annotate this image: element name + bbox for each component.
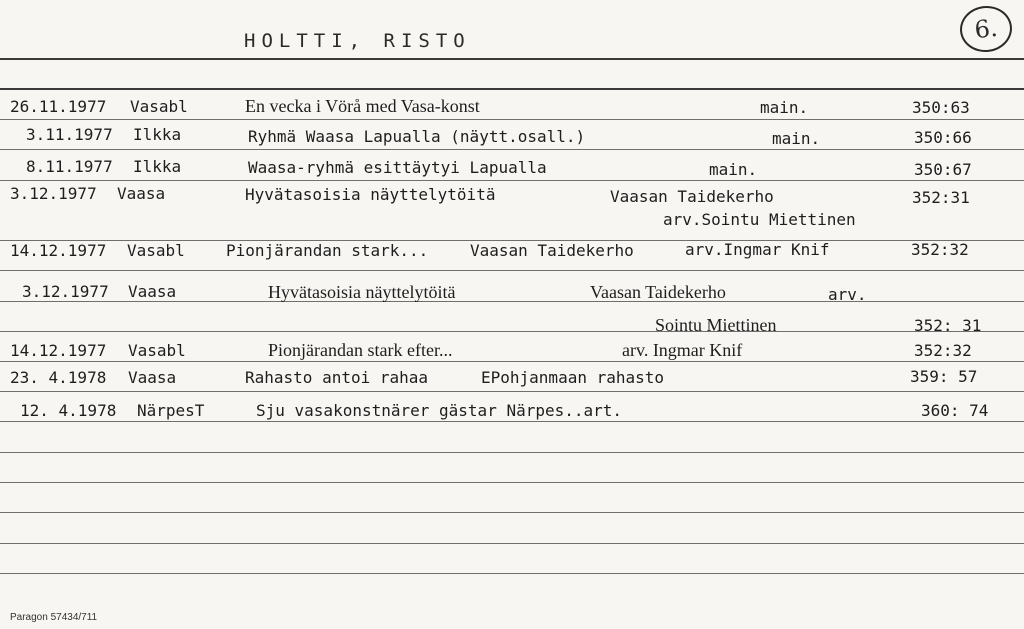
entry-organizer: Vaasan Taidekerho [610,187,774,206]
entry-title: Ryhmä Waasa Lapualla (näytt.osall.) [248,127,586,146]
entry-source: Ilkka [133,125,182,144]
entry-ref: 350:63 [912,98,970,117]
entry-ref: 352:32 [914,341,972,360]
ruled-line [0,573,1024,574]
ruled-line [0,270,1024,271]
entry-source: NärpesT [137,401,205,420]
entry-organizer: EPohjanmaan rahasto [481,368,665,387]
entry-ref: 350:66 [914,128,972,147]
entry-ref: 359: 57 [910,367,978,386]
entry-source: Vasabl [128,341,186,360]
ruled-line [0,421,1024,422]
entry-date: 12. 4.1978 [20,401,117,420]
ruled-line [0,361,1024,362]
entry-ref: 350:67 [914,160,972,179]
ruled-line [0,119,1024,120]
entry-date: 8.11.1977 [26,157,113,176]
entry-date: 26.11.1977 [10,97,107,116]
ruled-line [0,149,1024,150]
ruled-line [0,452,1024,453]
entry-critic: arv.Sointu Miettinen [663,210,856,229]
entry-title: Waasa-ryhmä esittäytyi Lapualla [248,158,547,177]
entry-source: Vaasa [117,184,166,203]
entry-ref: 352:32 [911,240,969,259]
card-name-heading: HOLTTI, RISTO [244,30,471,52]
ruled-line [0,391,1024,392]
card-number-circle: 6. [958,3,1015,54]
header-rule [0,88,1024,90]
entry-title: Pionjärandan stark... [226,241,429,260]
entry-note: main. [772,129,821,148]
ruled-line [0,512,1024,513]
entry-ref: 352:31 [912,188,970,207]
ruled-line [0,180,1024,181]
entry-critic-name: Sointu Miettinen [655,315,777,335]
entry-source: Vasabl [130,97,188,116]
entry-note: main. [709,160,758,179]
form-number-footer: Paragon 57434/711 [10,612,98,623]
entry-critic: arv. Ingmar Knif [622,340,743,360]
ruled-line [0,482,1024,483]
entry-title: Sju vasakonstnärer gästar Närpes..art. [256,401,623,420]
ruled-line [0,331,1024,332]
entry-date: 14.12.1977 [10,341,107,360]
entry-ref: 352: 31 [914,316,982,335]
entry-organizer: Vaasan Taidekerho [590,282,726,302]
entry-ref: 360: 74 [921,401,989,420]
entry-source: Vaasa [128,368,177,387]
entry-source: Vaasa [128,282,177,301]
entry-date: 3.12.1977 [10,184,97,203]
entry-source: Vasabl [127,241,185,260]
card-top-rule [0,58,1024,60]
entry-organizer: Vaasan Taidekerho [470,241,634,260]
entry-date: 23. 4.1978 [10,368,107,387]
ruled-line [0,543,1024,544]
entry-date: 14.12.1977 [10,241,107,260]
entry-date: 3.12.1977 [22,282,109,301]
entry-title: En vecka i Vörå med Vasa-konst [245,96,480,116]
entry-date: 3.11.1977 [26,125,113,144]
entry-critic: arv.Ingmar Knif [685,240,830,259]
entry-note: main. [760,98,809,117]
entry-title: Rahasto antoi rahaa [245,368,429,387]
entry-critic-prefix: arv. [828,285,867,304]
entry-title: Hyvätasoisia näyttelytöitä [245,185,496,204]
entry-title: Hyvätasoisia näyttelytöitä [268,282,456,302]
entry-source: Ilkka [133,157,182,176]
entry-title: Pionjärandan stark efter... [268,340,453,360]
